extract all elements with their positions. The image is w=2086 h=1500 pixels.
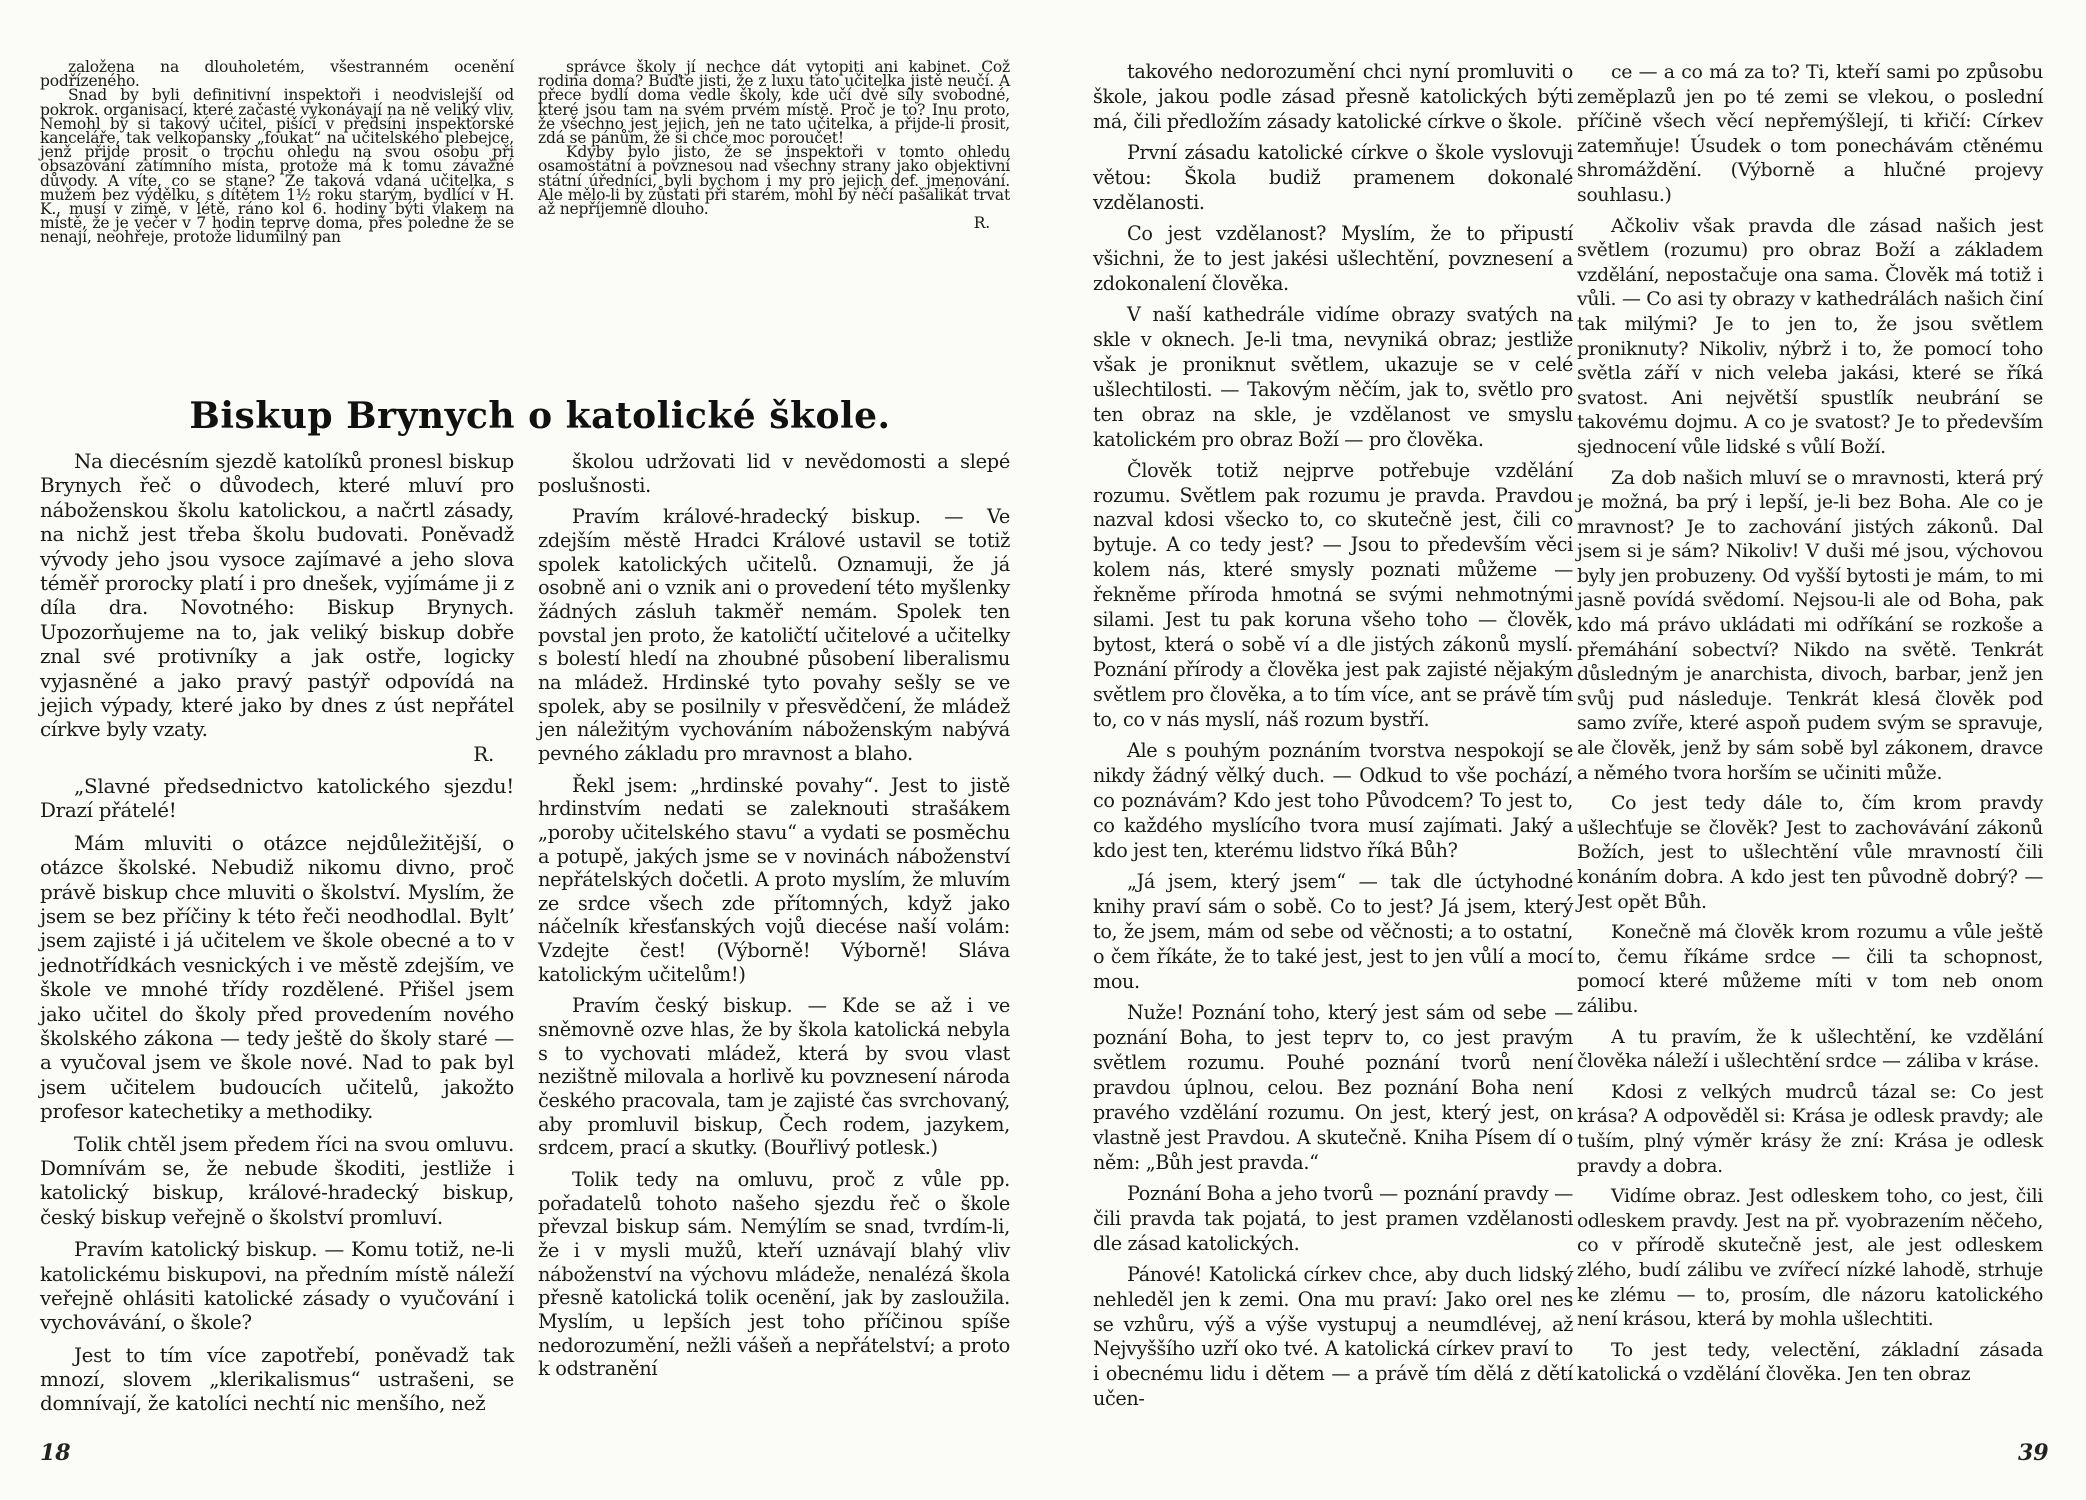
- paragraph: Pravím králové-hradecký biskup. — Ve zdejším městě Hradci Králové ustavil se totiž spolek katolických učitelů. Oznamuji, že já osobně ani o vznik ani o provedení této myšlenky žádných zásluh takměř nemám. Spolek ten povstal jen proto, že katoličtí učitelové a učitelky s bolestí hledí na zhoubné působení liberalismu na mládež. Hrdinské tyto povahy sešly se ve spolek, aby se posilnily v přesvědčení, že mládež jen náležitým vychováním náboženským nabývá pevného základu pro mravnost a blaho.: [538, 505, 1010, 765]
- paragraph: Vidíme obraz. Jest odleskem toho, co jest, čili odleskem pravdy. Jest na př. vyobrazením něčeho, co v přírodě skutečně jest, ale jest odleskem zlého, budí zálibu ve zvířecí nízké lahodě, strhuje ke zlému — to, prosím, dle názoru katolického není krásou, která by mohla ušlechtiti.: [1577, 1185, 2043, 1331]
- article-headline: Biskup Brynych o katolické škole.: [189, 395, 891, 437]
- paragraph: Tolik tedy na omluvu, proč z vůle pp. pořadatelů tohoto našeho sjezdu řeč o škole převzal biskup sám. Nemýlím se snad, tvrdím-li, že i v mysli mužů, kteří uznávají blahý vliv náboženství na výchovu mládeže, nenalézá škola přesně katolická tolik ocenění, jak by zasloužila. Myslím, u lepších jest toho příčinou spíše nedorozumění, nežli vášeň a nepřátelství; a proto k odstranění: [538, 1168, 1010, 1381]
- top-article-column-1: [40, 60, 514, 245]
- paragraph: Snad by byli definitivní inspektoři i neodvislejší od pokrok. organisací, které začasté vykonávají na ně veliký vliv. Nemohl by si takový učitel, pišící v předsíni inspektorské kanceláře, tak velkopansky „foukat“ na učitelského plebejce, jenž přijde prosit o trochu ohledu na svou osobu při obsazování zatímního místa, protože má k tomu závažné důvody. A víte, co se stane? Že taková vdaná učitelka, s mužem bez výdělku, s dítětem 1½ roku starým, bydlící v H. K., musí v zimě, v létě, ráno kol 6. hodiny býti vlakem na místě, že je večer v 7 hodin teprve doma, přes poledne že se nenají, neohřeje, protože lidumilný pan: [40, 86, 514, 247]
- article-column-3: [1093, 60, 1573, 1412]
- paragraph: Kdosi z velkých mudrců tázal se: Co jest krása? A odpověděl si: Krása je odlesk pravdy; ale tuším, plný výměr krásy že zní: Krása je odlesk pravdy a dobra.: [1577, 1080, 2043, 1177]
- paragraph: Kdyby bylo jisto, že se inspektoři v tomto ohledu osamostatní a povznesou nad všechny strany jako objektivní státní úředníci, byli bychom i my pro jejich def. jmenování. Ale mělo-li by zůstati při starém, mohl by něčí pašalikát trvat až nepříjemně dlouho.: [538, 143, 1010, 219]
- paragraph: To jest tedy, velectění, základní zásada katolická o vzdělání člověka. Jen ten obraz: [1577, 1338, 2043, 1386]
- paragraph: Za dob našich mluví se o mravnosti, která prý je možná, ba prý i lepší, je-li bez Boha. Ale co je mravnost? Je to zachování jistých zákonů. Dal jsem si je sám? Nikoliv! V duši mé jsou, výchovou byly jen probuzeny. Od vyšší bytosti je mám, to mi jasně povídá svědomí. Nejsou-li ale od Boha, pak kdo má právo ukládati mi odříkání se rozkoše a přemáhání sobectví? Nikdo na světě. Tenkrát důsledným je anarchista, divoch, barbar, jenž jen svůj pud následuje. Tenkrát klesá člověk pod samo zvíře, které aspoň pudem svým se spravuje, ale člověk, jenž by sám sobě byl zákonem, dravce a němého tvora horším se učiniti může.: [1577, 466, 2043, 784]
- article-column-2: [538, 450, 1010, 1381]
- paragraph: ce — a co má za to? Ti, kteří sami po způsobu zeměplazů jen po té zemi se vlekou, o poslední příčině všech věcí nepřemýšlejí, ti křičí: Církev zatemňuje! Úsudek o tom ponechávám ctěnému shromáždění. (Výborně a hlučné projevy souhlasu.): [1577, 61, 2043, 206]
- paragraph: správce školy jí nechce dát vytopiti ani kabinet. Což rodina doma? Buďte jisti, že z luxu tato učitelka jistě neučí. A přece bydlí doma vedle školy, kde učí dvě síly svobodné, které jsou tam na svém prvém místě. Proč je to? Inu proto, že všechno jest jejich, jen ne tato učitelka, a přijde-li prosit, zdá se pánům, že si chce moc poroučet!: [538, 58, 1010, 148]
- page-number: 18: [40, 1440, 71, 1466]
- paragraph: Řekl jsem: „hrdinské povahy“. Jest to jistě hrdinstvím nedati se zaleknouti strašákem „poroby učitelského stavu“ a vydati se posměchu a potupě, jakých jsme se v novinách náboženství nepřátelských dočetli. A proto myslím, že mluvím ze srdce všech zde přítomných, když jako náčelník křesťanských vojů diecése naší volám: Vzdejte čest! (Výborně! Výborně! Sláva katolickým učitelům!): [538, 773, 1010, 986]
- paragraph: Konečně má člověk krom rozumu a vůle ještě to, čemu říkáme srdce — čili ta schopnost, pomocí které můžeme míti v tom neb onom zálibu.: [1577, 921, 2043, 1017]
- paragraph: První zásadu katolické církve o škole vyslovuji větou: Škola budiž pramenem dokonalé vzdělanosti.: [1093, 140, 1573, 214]
- paragraph: Pravím český biskup. — Kde se až i ve sněmovně ozve hlas, že by škola katolická nebyla s to vychovati mládež, která by svou vlast nezištně milovala a horlivě ku povznesení národa českého pracovala, tam je zajisté čas svrchovaný, aby promluvil biskup, Čech rodem, jazykem, srdcem, prací a skutky. (Bouřlivý potlesk.): [538, 994, 1010, 1160]
- paragraph: Pravím katolický biskup. — Komu totiž, ne-li katolickému biskupovi, na předním místě náleží veřejně ohlásiti katolické zásady o vyučování i vychovávání, o škole?: [40, 1238, 514, 1335]
- paragraph: založena na dlouholetém, všestranném ocenění podřízeného.: [40, 58, 514, 91]
- paragraph: Mám mluviti o otázce nejdůležitější, o otázce školské. Nebudiž nikomu divno, proč právě biskup chce mluviti o školství. Myslím, že jsem se bez příčiny k této řeči neodhodlal. Byltʼ jsem zajisté i já učitelem ve škole obecné a to v jednotřídkách vesnických i ve městě zdejším, ve škole ve mnohé třídy rozdělené. Přišel jsem jako učitel do školy před provedením nového školského zákona — tedy ještě do školy staré — a vyučoval jsem ve škole nové. Nad to pak byl jsem učitelem budoucích učitelů, jakožto profesor katechetiky a methodiky.: [40, 831, 514, 1124]
- paragraph: Ačkoliv však pravda dle zásad našich jest světlem (rozumu) pro obraz Boží a základem vzdělání, nepostačuje ona sama. Člověk má totiž i vůli. — Co asi ty obrazy v kathedrálách našich činí tak milými? Je to jen to, že jsou světlem proniknuty? Nikoliv, nýbrž i to, že pomocí toho světla září v nich veleba jakási, které se říká svatost. Ani největší spustlík neubrání se takovému dojmu. A co je svatost? Je to především sjednocení vůle lidské s vůlí Boží.: [1577, 214, 2043, 458]
- paragraph: Člověk totiž nejprve potřebuje vzdělání rozumu. Světlem pak rozumu je pravda. Pravdou nazval kdosi všecko to, co skutečně jest, čili co bytuje. A co tedy jest? — Jsou to především věci kolem nás, které smysly poznati můžeme — řekněme příroda hmotná se svými nehmotnými silami. Jest tu pak koruna všeho toho — člověk, bytost, která o sobě ví a dle jistých zákonů myslí. Poznání přírody a člověka jest pak zajisté nějakým světlem pro člověka, a to tím více, ant se právě tím to, co v nás myslí, náš rozum bystří.: [1093, 458, 1573, 732]
- paragraph: A tu pravím, že k ušlechtění, ke vzdělání člověka náleží i ušlechtění srdce — záliba v kráse.: [1577, 1025, 2043, 1073]
- right-page: [1043, 0, 2086, 1500]
- paragraph: „Já jsem, který jsem“ — tak dle úctyhodné knihy praví sám o sobě. Co to jest? Já jsem, který to, že jsem, mám od sebe od věčnosti; a to ostatní, o čem říkáte, že to také jest, jest to jen vůlí a mocí mou.: [1093, 870, 1573, 993]
- page-number: 39: [2018, 1440, 2049, 1466]
- paragraph: Poznání Boha a jeho tvorů — poznání pravdy — čili pravda tak pojatá, to jest pramen vzdělanosti dle zásad katolických.: [1093, 1181, 1573, 1255]
- paragraph: Ale s pouhým poznáním tvorstva nespokojí se nikdy žádný vělký duch. — Odkud to vše pochází, co poznávám? Kdo jest toho Původcem? To jest to, co každého myslícího tvora musí zajímati. Jaký a kdo jest ten, kterému lidstvo říká Bůh?: [1093, 739, 1573, 863]
- paragraph: Co jest vzdělanost? Myslím, že to připustí všichni, že to jest jakési ušlechtění, povznesení a zdokonalení člověka.: [1093, 221, 1573, 295]
- paragraph: V naší kathedrále vidíme obrazy svatých na skle v oknech. Je-li tma, nevyniká obraz; jestliže však je proniknut světlem, ukazuje se v celé ušlechtilosti. — Takovým něčím, jak to, světlo pro ten obraz na skle, je vzdělanost ve smyslu katolickém pro obraz Boží — pro člověka.: [1093, 302, 1573, 451]
- article-column-4: [1577, 60, 2043, 1387]
- paragraph: Jest to tím více zapotřebí, poněvadž tak mnozí, slovem „klerikalismus“ ustrašeni, se domnívají, že katolíci nechtí nic menšího, než: [40, 1343, 514, 1416]
- paragraph: Pánové! Katolická církev chce, aby duch lidský nehleděl jen k zemi. Ona mu praví: Jako orel nes se vzhůru, výš a výše vystupuj a neumdlévej, až Nejvyššího uzří oko tvé. A katolická církev praví to i obecnému lidu i dětem — a právě tím dělá z dětí učen-: [1093, 1262, 1573, 1411]
- article-column-1: [40, 450, 514, 1417]
- author-signature: R.: [473, 742, 494, 766]
- paragraph: Tolik chtěl jsem předem říci na svou omluvu. Domnívám se, že nebude škoditi, jestliže i katolický biskup, králové-hradecký biskup, český biskup veřejně o školství promluví.: [40, 1132, 514, 1229]
- paragraph: Nuže! Poznání toho, který jest sám od sebe — poznání Boha, to jest teprv to, co jest pravým světlem rozumu. Pouhé poznání tvorů není pravdou úplnou, celou. Bez poznání Boha není pravého vzdělání rozumu. On jest, který jest, on vlastně jest Pravdou. A skutečně. Kniha Písem dí o něm: „Bůh jest pravda.“: [1093, 1000, 1573, 1174]
- paragraph: takového nedorozumění chci nyní promluviti o škole, jakou podle zásad přesně katolických býti má, čili předložím zásady katolické církve o škole.: [1093, 60, 1573, 133]
- paragraph: „Slavné předsednictvo katolického sjezdu! Drazí přátelé!: [40, 775, 514, 823]
- paragraph: Co jest tedy dále to, čím krom pravdy ušlechťuje se člověk? Jest to zachovávání zákonů Božích, jest to ušlechtění vůle mravností čili konáním dobra. A kdo jest ten původně dobrý? — Jest opět Bůh.: [1577, 792, 2043, 913]
- paragraph: Na diecésním sjezdě katolíků pronesl biskup Brynych řeč o důvodech, které mluví pro náboženskou školu katolickou, a načrtl zásady, na nichž jest třeba školu budovati. Poněvadž vývody jeho jsou vysoce zajímavé a jeho slova téměř prorocky platí i pro dnešek, vyjímáme ji z díla dra. Novotného: Biskup Brynych. Upozorňujeme na to, jak veliký biskup dobře znal své protivníky a jak ostře, logicky vyjasněné a jako pravý pastýř odpovídá na jejich výpady, které jako by dnes z úst nepřátel církve byly vzaty.: [40, 450, 514, 742]
- author-signature: R.: [973, 214, 990, 233]
- top-article-column-2: [538, 58, 1010, 233]
- paragraph: školou udržovati lid v nevědomosti a slepé poslušnosti.: [538, 450, 1010, 497]
